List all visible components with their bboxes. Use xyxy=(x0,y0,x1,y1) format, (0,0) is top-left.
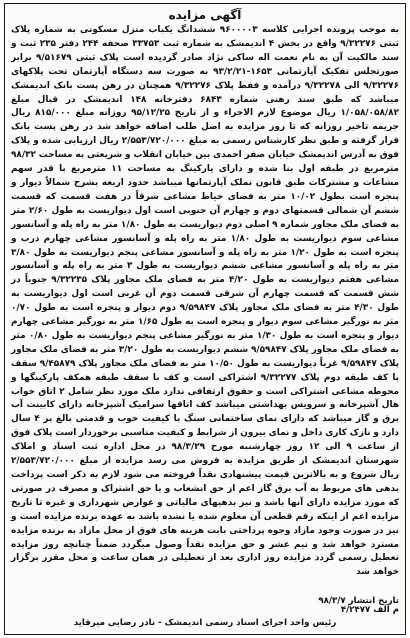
notice-title: آگهی مزایده xyxy=(168,8,242,22)
publish-date: تاریخ انتشار ۹۸/۳/۷ xyxy=(318,596,399,606)
reference-number: م الف ۴/۲۴۷۷ xyxy=(340,605,399,615)
auction-notice xyxy=(4,3,406,635)
signature-line: رئیس واحد اجرای اسناد رسمی اندیمشک - نادر رضایی میرقاید xyxy=(73,618,337,628)
notice-footer xyxy=(11,595,399,630)
notice-body: به موجب پرونده اجرایی کلاسه ۹۶۰۰۰۰۳ ششدانگ یکباب منزل مسکونی به شماره پلاک ثبتی ۹/۳۲۲۷۶ واقع در بخش ۴ اندیمشک به شماره ثبت ۳۳۷۵۳ صحفه ۲۴۴ دفتر ۲۳۵ ثبت و سند مالکیت آن به نام نعمت اله ساکی نژاد صادر گردیده است پلاک ثبتی ۹/۵۱۶۷۹ برابر صورتجلس تفکیک آپارتمانی ۱۶۵۳-۹۳/۲/۲۱ به صورت سه دستگاه آپارتمان تحت پلاکهای ۹/۳۲۲۷۶ الی ۹/۳۲۲۷۸ درآمده و فقط پلاک ۹/۳۲۲۷۶ همچنان در رهن پست بانک اندیمشک میباشد که طبق سند رهنی شماره ۶۸۴۳ دفترخانه ۱۴۸ اندیمشک در قبال مبلغ ۱/۰۵۸/۰۵۸/۸۲ ریال موضوع لازم الاجراء و از تاریخ ۹۵/۱۲/۲۵ روزانه مبلغ ۸۱۵/۰۰۰ ریال جریمه تاخیر روزانه که تا روز مزایده به اصل طلب اضافه خواهد شد در رهن پست بانک قرار گرفته و طبق نظر کارشناس رسمی به مبلغ ۲/۵۵۳/۷۲۰/۰۰۰ ریال ارزیابی شده و پلاک فوق به آدرس اندیمشک خیابان صفر احمدی بین خیابان انقلاب و شریعتی به مساحت ۹۸/۳۲ مترمربع در طبقه اول بنا شده و دارای پارکینگ به مساحت ۱۱ مترمربع با قدر سهم مشاعات و مشترکات طبق قانون تملک آپارتمانها میباشد حدود اربعه بشرح شمالاً دیوار و پنجره است بطول ۱۰/۰۲ متر به فضای حیاط مشاعی شرقاً در هفت قسمت که قسمت ششم آن شمالی قسمتهای دوم و چهارم آن جنوبی است اول دیواریست به طول ۲/۶۰ متر به فضای ملک مجاور شماره ۹ اصلی دوم دیواریست به طول ۱/۸۰ متر به راه پله و آسانسور مشاعی سوم دیواریست به طول ۱/۸۰ متر به راه پله و آسانسور مشاعی چهارم درب و پنجره است به طول ۱/۲۰ متر به راه پله و آسانسور مشاعی پنجم دیواریست به طول ۳/۸۰ متر به راه پله و آسانسور مشاعی ششم دیواریست به طول ۳ متر به راه پله و آسانسور مشاعی هفتم دیواریست به طول ۴/۲۰ متر به فضای ملک مجاور پلاک ۹/۳۲۲۳۵ جنوباً در شش قسمت که قسمت چهارم آن شرقی قسمت دوم آن غربی است اول دیواریست به طول ۴/۳۰ متر به فضای ملک مجاور پلاک ۹/۵۹۸۴۷ دوم دیوار و پنجره است به طول ۰/۷۰ متر به نورگیر مشاعی سوم دیوار و پنجره است به طول ۱/۶۵ متر به نورگیر مشاعی چهارم دیوار و پنجره است به طول ۱/۳۰ متر به نورگیر مشاعی پنجم دیواریست به طول ۰/۸۰ متر به فضای ملک مجاور پلاک ۹/۵۹۸۴۷ ششم دیواریست به طول ۳/۲۰ متر به فضای ملک مجاور پلاک ۹/۵۹۸۴۷ غرباً دیواریست به طول ۱۰/۵۰ متر به فضای ملک مجاور پلاک ۹/۴۵۸۷۹ سقف با کف طبقه دوم پلاک ۹/۳۲۲۷۷ اشتراکی است و کف با سقف طبقه همکف پارکینگها و محوطه مشاعی اشتراکی است و حقوق ارتفاقی ندارد ملک مورد نظر شامل ۲ اتاق خواب هال آشپزخانه و سرویس بهداشتی میباشد کف اتاقها سرامیک آشپزخانه دارای کابینت آب برق و گاز میباشد که دارای نمای ساختمانی سنگ با کیفیت خوب و قدمتی بالغ بر ۴ سال دارد و نازک کاری داخل و نمای بیرون از شرایط و کیفیت مناسبی برخوردار است پلاک فوق از ساعت ۹ الی ۱۲ روز چهارشنبه مورخ ۹۸/۳/۲۹ در محل اداره ثبت اسناد و املاک شهرستان اندیمشک از طریق مزایده به فروش می رسد مزایده از مبلغ ۲/۵۵۳/۷۲۰/۰۰۰ ریال شروع و به بالاترین قیمت پیشنهادی نقداً فروخته می شود لازم به ذکر است پرداخت بدهی های مربوط به آب برق گاز اعم از حق انشعاب و یا حق اشتراک و مصرف در صورتی که مورد مزایده دارای آنها باشد و نیز بدهیهای مالیاتی و عوارض شهرداری و غیره تا تاریخ مزایده اعم از اینکه رقم قطعی آن معلوم شده یا نشده باشد به عهده برنده مزایده است و نیز در صورت وجود مازاد وجوه پرداختی بابت هزینه های فوق از محل مازاد به برنده مزایده مسترد خواهد شد و نیم عشر و حق مزایده نقداً وصول میگردد ضمناً چنانچه روز مزایده تعطیل رسمی گردد مزایده روز اداری بعد از تعطیلی در همان ساعت و محل مقرر برگزار خواهد شد xyxy=(11,25,400,578)
